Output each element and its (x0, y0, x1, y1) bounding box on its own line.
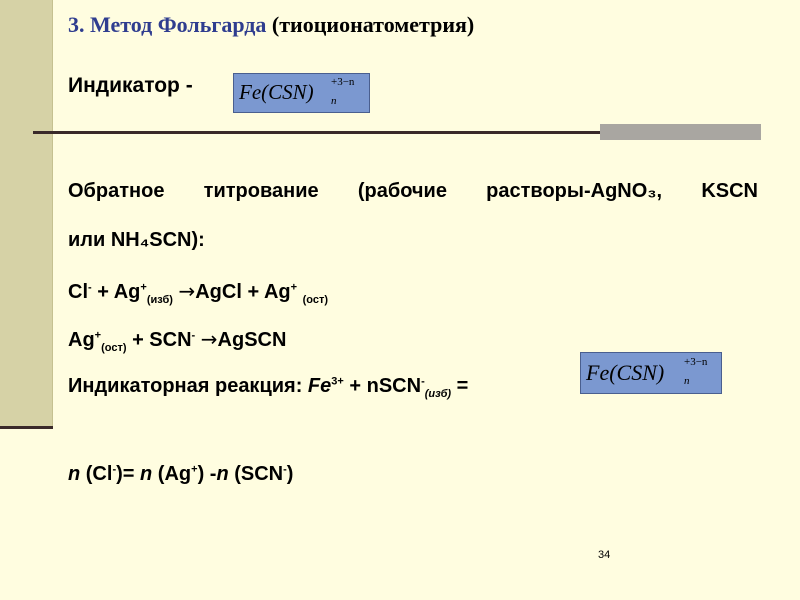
formula-subscript: n (331, 95, 337, 107)
divider-accent-block (600, 124, 761, 140)
left-decor-bar (0, 0, 53, 427)
mole-balance-equation: n (Cl-)= n (Ag+) -n (SCN-) (68, 463, 294, 485)
formula-main: Fe(CSN) (586, 360, 665, 385)
formula-charge: +3−n (684, 356, 708, 368)
title-subtitle: (тиоционатометрия) (266, 12, 475, 37)
back-titration-line1 (68, 180, 758, 203)
bt-word: KSCN (701, 180, 758, 202)
formula-charge: +3−n (331, 76, 355, 88)
bt-word: растворы-AgNO₃, (486, 180, 663, 202)
title-method: 3. Метод Фольгарда (68, 12, 267, 37)
slide-title (68, 12, 474, 38)
reaction-2: $Ag^+_{(ост)} + SCN^-$ →AgSCN (68, 327, 287, 354)
left-bar-underline (0, 426, 53, 429)
bt-word: Обратное (68, 180, 165, 202)
indicator-reaction: Индикаторная реакция: $Fe^{3+}$ + nSCN-$_{(изб)}$ = (68, 375, 469, 400)
reaction-1: $Cl^- + Ag^+_{(изб)}$ →AgCl + Ag+ $_{(ост)}$ (68, 279, 329, 306)
indicator-label: Индикатор - (68, 74, 193, 97)
page-number: 34 (598, 549, 611, 561)
bt-word: (рабочие (357, 180, 447, 202)
formula-main: Fe(CSN) (239, 80, 314, 104)
bt-word: титрование (203, 180, 319, 202)
indicator-formula-box (233, 73, 370, 113)
back-titration-line2: или NH₄SCN): (68, 229, 205, 251)
indicator-reaction-formula-box (580, 352, 722, 394)
formula-subscript: n (684, 375, 690, 387)
